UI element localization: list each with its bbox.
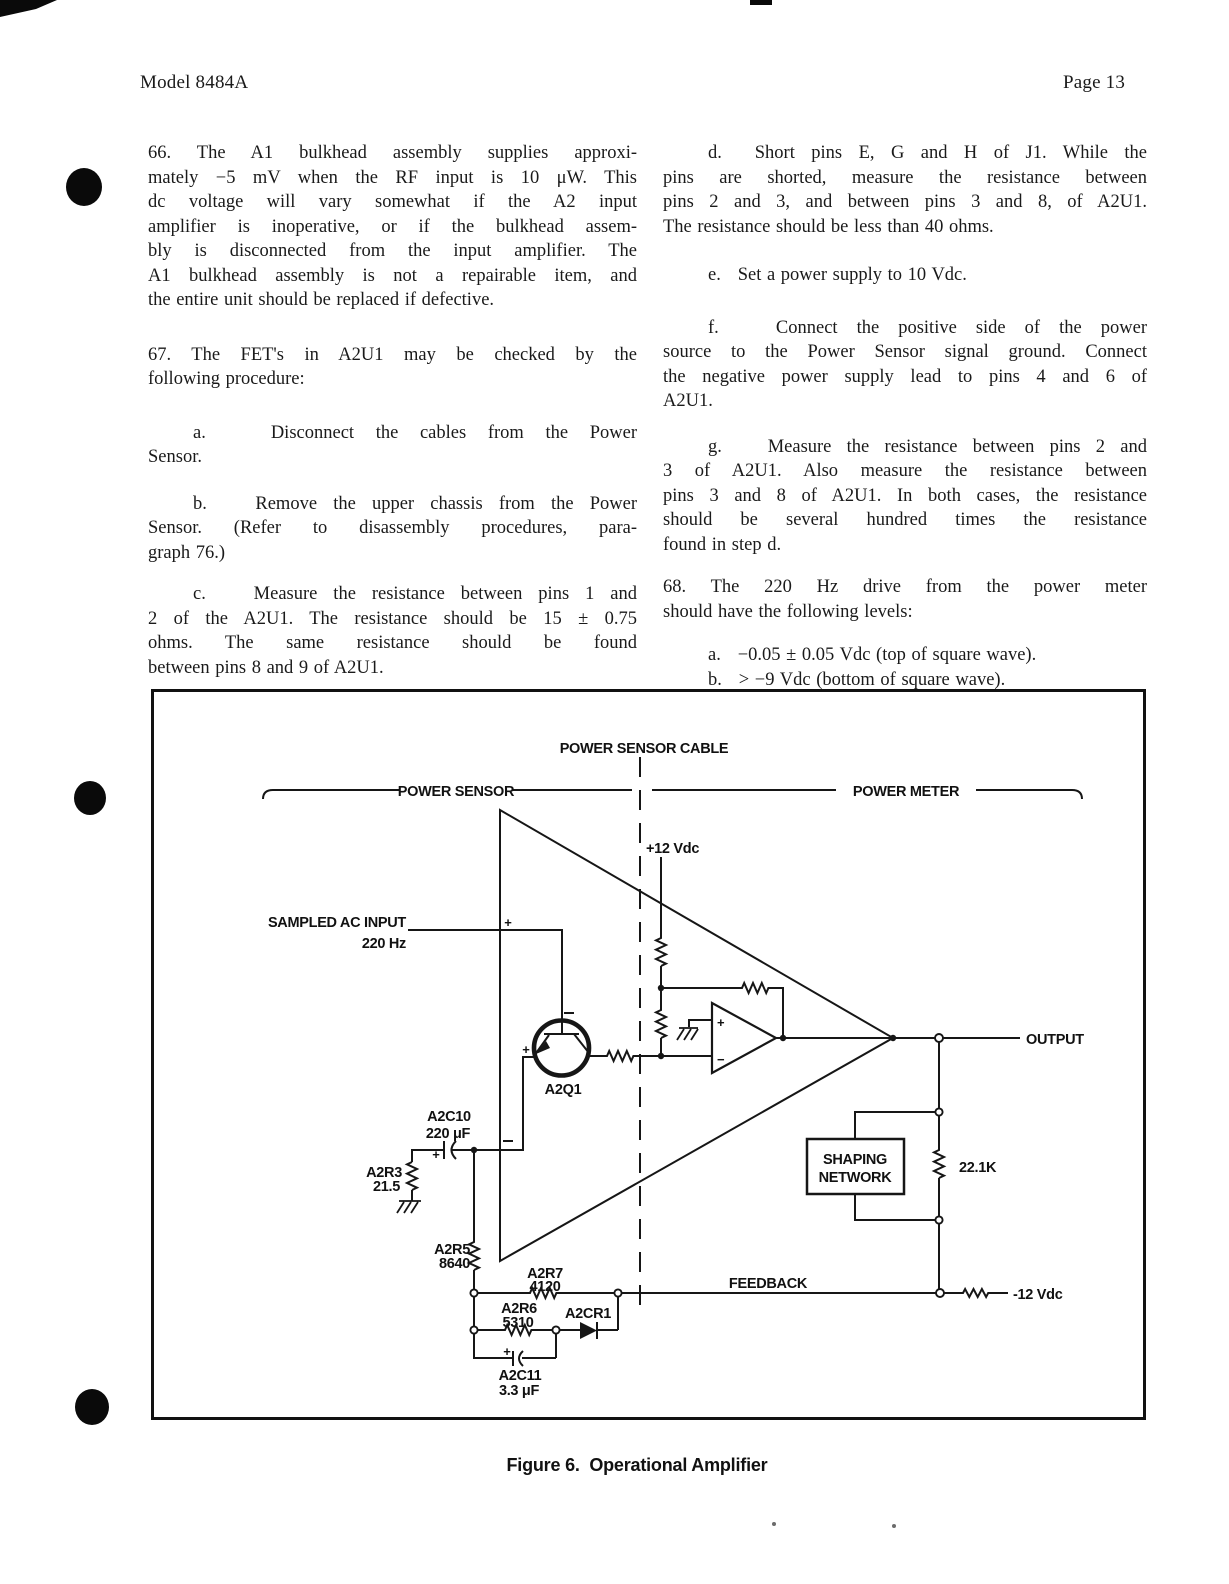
document-model-number: Model 8484A <box>140 72 249 93</box>
label-shaping: SHAPING <box>823 1152 887 1168</box>
text-line: A2U1. <box>663 391 713 411</box>
text-line: e. Set a power supply to 10 Vdc. <box>708 265 967 285</box>
text-line: b. Remove the upper chassis from the Power <box>193 493 637 514</box>
collector-input-wire <box>589 1051 712 1061</box>
label-a2c11-value: 3.3 μF <box>498 1383 540 1399</box>
punch-hole-mark <box>75 1389 109 1425</box>
step-d <box>663 141 1147 239</box>
text-line: pins are shorted, measure the resistance between <box>663 167 1147 188</box>
diode-a2cr1-icon <box>580 1322 597 1339</box>
label-plus12vdc: +12 Vdc <box>646 841 700 857</box>
label-power-sensor-cable: POWER SENSOR CABLE <box>559 741 729 757</box>
plus-sign: + <box>522 1042 530 1057</box>
punch-hole-mark <box>74 781 106 815</box>
text-line: dc voltage will vary somewhat if the A2 input <box>148 192 637 212</box>
label-feedback: FEEDBACK <box>728 1276 808 1292</box>
text-line: found in step d. <box>663 534 782 555</box>
text-line: 3 of A2U1. Also measure the resistance between <box>663 461 1147 481</box>
label-220hz: 220 Hz <box>361 936 406 952</box>
step-f <box>663 316 1147 414</box>
page-number: Page 13 <box>1063 72 1126 93</box>
label-power-sensor: POWER SENSOR <box>397 784 515 800</box>
level-a <box>663 643 1147 668</box>
text-line: following procedure: <box>148 369 305 389</box>
ground-icon <box>677 1028 698 1040</box>
text-line: the negative power supply lead to pins 4 and 6 of <box>663 366 1147 387</box>
paragraph-67 <box>148 343 637 392</box>
label-a2r7: A2R7 <box>527 1266 563 1282</box>
text-line: graph 76.) <box>148 542 226 563</box>
label-a2c10-value: 220 μF <box>425 1126 471 1142</box>
label-a2r6: A2R6 <box>501 1301 537 1317</box>
scan-speck <box>892 1524 896 1528</box>
resistor-22-1k <box>934 1042 944 1289</box>
label-a2r6-value: 5310 <box>502 1315 534 1331</box>
text-line: f. Connect the positive side of the power <box>708 317 1147 338</box>
label-a2cr1: A2CR1 <box>564 1306 612 1322</box>
resistor-a2r5 <box>469 1150 479 1293</box>
section-brackets <box>263 790 1082 799</box>
figure-caption: Figure 6. Operational Amplifier <box>506 1455 768 1475</box>
text-line: 2 of the A2U1. The resistance should be 15 ± 0.75 <box>148 608 637 629</box>
text-line: amplifier is inoperative, or if the bulkhead assem- <box>148 216 637 237</box>
label-a2r7-value: 4120 <box>529 1279 561 1295</box>
text-line: Sensor. <box>148 447 202 467</box>
step-g <box>663 435 1147 558</box>
paragraph-66 <box>148 141 637 313</box>
opamp-plus-input: + <box>717 1015 725 1030</box>
text-line: ohms. The same resistance should be found <box>148 633 637 653</box>
label-power-meter: POWER METER <box>852 784 960 800</box>
text-line: bly is disconnected from the input amplifier. The <box>148 241 637 261</box>
step-a <box>148 421 637 470</box>
text-line: should be several hundred times the resistance <box>663 510 1147 530</box>
plus-sign: + <box>503 1344 511 1359</box>
input-line <box>408 930 574 1034</box>
opamp-symbol <box>677 1003 776 1073</box>
text-line: g. Measure the resistance between pins 2 and <box>708 436 1147 457</box>
text-line: b. > −9 Vdc (bottom of square wave). <box>708 669 1006 690</box>
figure-border <box>153 691 1145 1419</box>
plus-sign: + <box>432 1147 440 1162</box>
label-a2c10: A2C10 <box>427 1109 471 1125</box>
text-line: should have the following levels: <box>663 601 913 622</box>
text-line: d. Short pins E, G and H of J1. While the <box>708 143 1147 163</box>
scan-artifact <box>0 0 60 20</box>
text-line: between pins 8 and 9 of A2U1. <box>148 657 384 678</box>
figure-6-schematic <box>151 689 1147 1421</box>
step-b <box>148 492 637 566</box>
left-text-column <box>148 141 637 680</box>
text-line: pins 3 and 8 of A2U1. In both cases, the resistance <box>663 485 1147 506</box>
label-a2q1: A2Q1 <box>544 1082 582 1098</box>
step-e <box>663 263 1147 288</box>
text-line: pins 2 and 3, and between pins 3 and 8, of A2U1. <box>663 192 1147 212</box>
text-line: Sensor. (Refer to disassembly procedures, para- <box>148 518 637 538</box>
label-network: NETWORK <box>818 1170 892 1186</box>
label-a2r5-value: 8640 <box>438 1256 470 1272</box>
text-line: c. Measure the resistance between pins 1 and <box>193 584 637 604</box>
scan-artifact <box>750 0 772 5</box>
label-22-1k: 22.1K <box>959 1160 997 1176</box>
text-line: 68. The 220 Hz drive from the power meter <box>663 577 1147 597</box>
paragraph-68 <box>663 575 1147 624</box>
text-line: The resistance should be less than 40 ohms. <box>663 216 994 237</box>
text-line: mately −5 mV when the RF input is 10 μW. This <box>148 167 637 188</box>
scan-speck <box>772 1522 776 1526</box>
plus-sign: + <box>504 915 512 930</box>
label-a2c11: A2C11 <box>498 1368 542 1384</box>
text-line: a. −0.05 ± 0.05 Vdc (top of square wave). <box>708 645 1037 665</box>
label-minus12vdc: -12 Vdc <box>1013 1287 1063 1303</box>
ground-icon <box>397 1201 421 1213</box>
text-line: A1 bulkhead assembly is not a repairable item, and <box>148 265 637 286</box>
label-sampled-ac-input: SAMPLED AC INPUT <box>267 915 406 931</box>
opamp-minus-input: − <box>717 1052 725 1067</box>
text-line: 66. The A1 bulkhead assembly supplies approxi- <box>148 143 637 163</box>
text-line: source to the Power Sensor signal ground. Connect <box>663 342 1147 362</box>
label-a2r3-value: 21.5 <box>372 1179 400 1195</box>
capacitor-a2c11 <box>474 1330 556 1366</box>
label-a2r5: A2R5 <box>434 1242 470 1258</box>
junction-dots <box>471 985 896 1153</box>
step-c <box>148 582 637 680</box>
punch-hole-mark <box>66 168 102 206</box>
text-line: a. Disconnect the cables from the Power <box>193 422 637 443</box>
right-text-column <box>663 141 1147 692</box>
text-line: 67. The FET's in A2U1 may be checked by the <box>148 344 637 365</box>
label-a2r3: A2R3 <box>366 1165 402 1181</box>
text-line: the entire unit should be replaced if defective. <box>148 290 495 310</box>
label-output: OUTPUT <box>1026 1032 1084 1048</box>
supply-line-plus12 <box>656 857 666 1056</box>
